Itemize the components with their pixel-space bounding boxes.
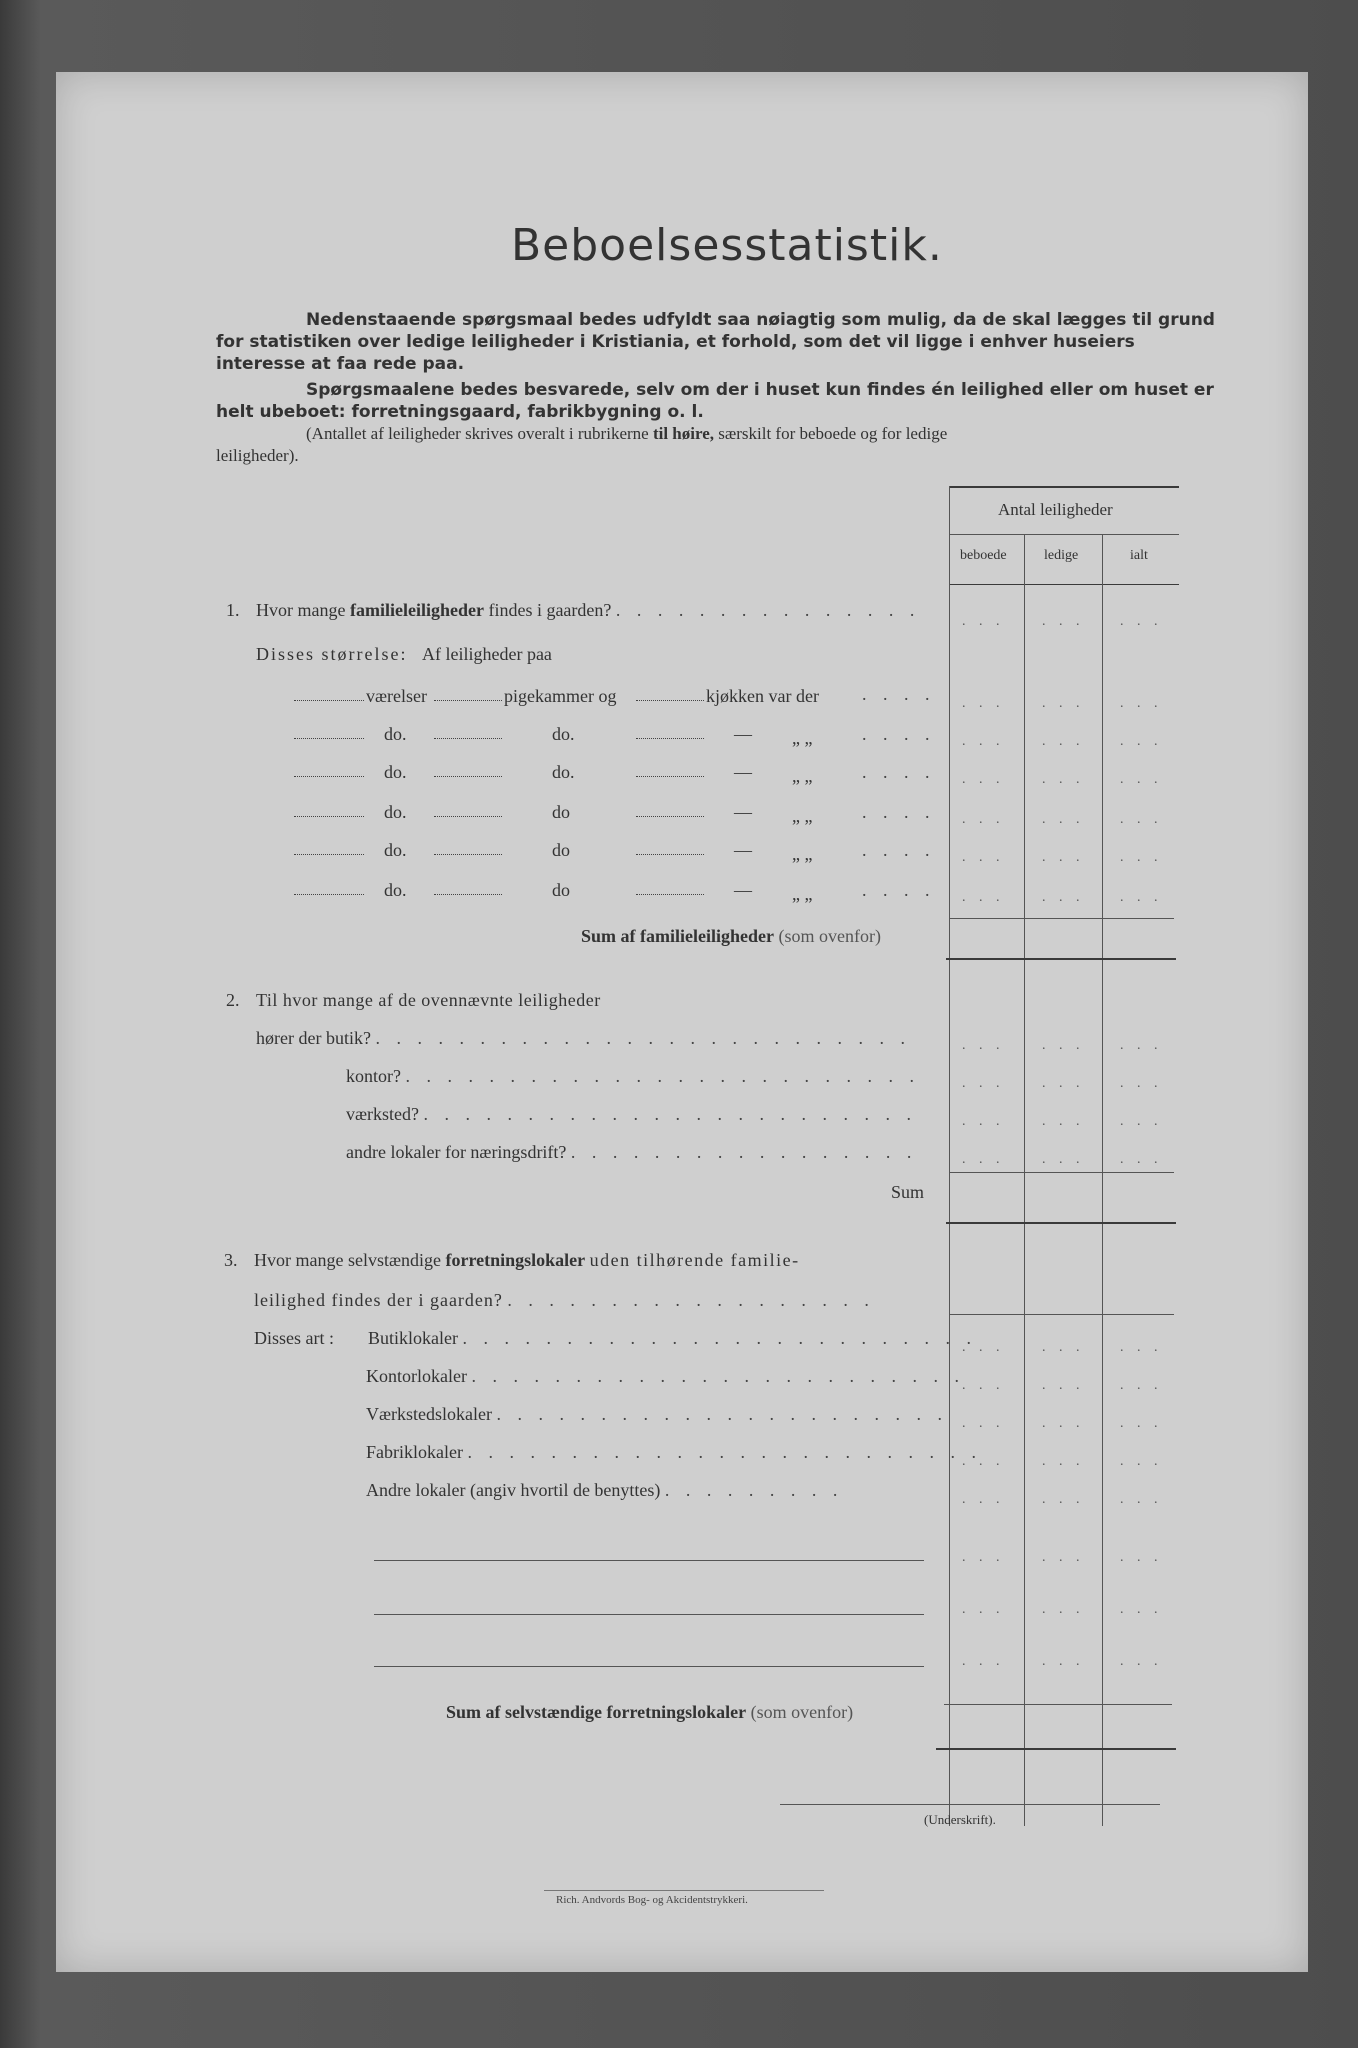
q3-sum	[446, 1702, 853, 1723]
size-row1-leader: . . . .	[862, 684, 936, 704]
printer-credit: Rich. Andvords Bog- og Akcidentstrykkeri.	[556, 1894, 748, 1906]
q3-item-1-label: Butiklokaler	[368, 1328, 458, 1348]
q1-sizes-label-b: Af leiligheder paa	[421, 644, 552, 664]
q3-kinds-label: Disses art :	[254, 1328, 334, 1348]
answer-cell-r7-c1[interactable]: . . .	[962, 890, 1005, 905]
size-row4-ditto: „ „	[792, 806, 813, 826]
intro-p1-line2: for statistiken over ledige leiligheder i Kristiania, et forhold, som det vil ligge i enhver huseiers	[216, 332, 1135, 352]
answer-cell-r9-c2[interactable]: . . .	[1042, 1076, 1085, 1091]
size-row3-leader: . . . .	[862, 762, 936, 782]
q3-item-1-leader: . . . . . . . . . . . . . . . . . . . . . . . . .	[462, 1328, 977, 1348]
table-group-header: Antal leiligheder	[998, 500, 1113, 519]
form-page	[56, 72, 1308, 1972]
size-row3-blank3[interactable]	[636, 776, 704, 777]
q2-item-1-leader: . . . . . . . . . . . . . . . . . . . . . . . . . .	[375, 1028, 911, 1048]
q2-item-2	[346, 1066, 920, 1087]
q1-text-b: familieleiligheder	[349, 600, 484, 620]
answer-cell-r15-c1[interactable]: . . .	[962, 1454, 1005, 1469]
answer-cell-r19-c2[interactable]: . . .	[1042, 1654, 1085, 1669]
size-row5-do2: do	[552, 840, 570, 860]
answer-cell-r11-c2[interactable]: . . .	[1042, 1152, 1085, 1167]
size-row4-blank3[interactable]	[636, 816, 704, 817]
printer-rule	[544, 1890, 824, 1891]
size-row6-do2: do	[552, 880, 570, 900]
answer-cell-r2-c1[interactable]: . . .	[962, 696, 1005, 711]
size-row4-do1: do.	[384, 802, 407, 822]
size-row5-dash: —	[734, 840, 752, 860]
answer-cell-r15-c3[interactable]: . . .	[1120, 1454, 1163, 1469]
q2-item-4	[346, 1142, 917, 1163]
answer-cell-r8-c1[interactable]: . . .	[962, 1038, 1005, 1053]
size-row4-leader: . . . .	[862, 802, 936, 822]
q1-sum	[581, 926, 881, 947]
size-row1-blank2[interactable]	[434, 700, 502, 701]
intro-p1-line1: Nedenstaaende spørgsmaal bedes udfyldt saa nøiagtig som mulig, da de skal lægges til grund	[306, 310, 1215, 330]
signature-line[interactable]	[780, 1804, 1160, 1805]
q3-item-1	[368, 1328, 977, 1349]
answer-cell-r15-c2[interactable]: . . .	[1042, 1454, 1085, 1469]
size-row6-dash: —	[734, 880, 752, 900]
q1-sum-top-rule	[949, 918, 1174, 919]
q3-other-line-3[interactable]	[374, 1666, 924, 1667]
col-header-ledige: ledige	[1044, 548, 1079, 563]
q3-text-c: uden tilhørende familie-	[589, 1250, 800, 1270]
answer-cell-r6-c3[interactable]: . . .	[1120, 850, 1163, 865]
size-row2-blank2[interactable]	[434, 738, 502, 739]
size-row4-do2: do	[552, 802, 570, 822]
answer-cell-r5-c1[interactable]: . . .	[962, 812, 1005, 827]
intro-p1-line3: interesse at faa rede paa.	[216, 354, 465, 374]
q3-item-3-label: Værkstedslokaler	[366, 1404, 492, 1424]
intro-p3-line1	[306, 424, 947, 444]
q3-question-line2	[254, 1290, 875, 1311]
answer-cell-r16-c3[interactable]: . . .	[1120, 1492, 1163, 1507]
q2-item-1-label: hører der butik?	[256, 1028, 371, 1048]
answer-cell-r19-c3[interactable]: . . .	[1120, 1654, 1163, 1669]
col-header-ialt: ialt	[1130, 548, 1148, 563]
size-row6-ditto: „ „	[792, 884, 813, 904]
answer-cell-r10-c3[interactable]: . . .	[1120, 1114, 1163, 1129]
q3-other-line-2[interactable]	[374, 1614, 924, 1615]
q3-sum-bottom-rule	[936, 1748, 1176, 1750]
size-row6-leader: . . . .	[862, 880, 936, 900]
intro-p2-line2: helt ubeboet: forretningsgaard, fabrikbygning o. l.	[216, 402, 704, 422]
answer-cell-r18-c2[interactable]: . . .	[1042, 1602, 1085, 1617]
intro-p3-c: særskilt for beboede og for ledige	[718, 424, 948, 443]
table-subheader-rule	[949, 534, 1179, 535]
q2-sum-bottom-rule	[946, 1222, 1176, 1224]
size-row6-blank2[interactable]	[434, 894, 502, 895]
answer-cell-r7-c3[interactable]: . . .	[1120, 890, 1163, 905]
size-row3-blank2[interactable]	[434, 776, 502, 777]
form-title: Beboelsesstatistik.	[511, 220, 943, 271]
q3-text-a: Hvor mange selvstændige	[254, 1250, 441, 1270]
table-top-rule	[949, 486, 1179, 488]
q2-sum-top-rule	[949, 1172, 1174, 1173]
answer-cell-r4-c2[interactable]: . . .	[1042, 772, 1085, 787]
answer-cell-r7-c2[interactable]: . . .	[1042, 890, 1085, 905]
answer-cell-r4-c1[interactable]: . . .	[962, 772, 1005, 787]
answer-cell-r19-c1[interactable]: . . .	[962, 1654, 1005, 1669]
size-row5-leader: . . . .	[862, 840, 936, 860]
answer-cell-r12-c3[interactable]: . . .	[1120, 1340, 1163, 1355]
q3-text-d: leilighed findes der i gaarden?	[254, 1290, 503, 1310]
intro-p3-b: til høire,	[652, 424, 715, 443]
answer-cell-r1-c3[interactable]: . . .	[1120, 614, 1163, 629]
q1-sum-bottom-rule	[946, 958, 1176, 960]
answer-cell-r3-c2[interactable]: . . .	[1042, 734, 1085, 749]
q3-text-b: forretningslokaler	[445, 1250, 586, 1270]
answer-cell-r1-c1[interactable]: . . .	[962, 614, 1005, 629]
q3-item-4	[366, 1442, 982, 1463]
signature-caption: (Underskrift).	[924, 1812, 996, 1827]
q3-item-3-leader: . . . . . . . . . . . . . . . . . . . . . .	[496, 1404, 948, 1424]
answer-cell-r12-c1[interactable]: . . .	[962, 1340, 1005, 1355]
size-row6-blank3[interactable]	[636, 894, 704, 895]
answer-cell-r6-c1[interactable]: . . .	[962, 850, 1005, 865]
size-row5-blank2[interactable]	[434, 854, 502, 855]
q3-item-2-leader: . . . . . . . . . . . . . . . . . . . . . . . .	[471, 1366, 965, 1386]
q2-item-1	[256, 1028, 911, 1049]
answer-cell-r17-c2[interactable]: . . .	[1042, 1550, 1085, 1565]
size-row1-blank3[interactable]	[636, 700, 704, 701]
q2-sum: Sum	[891, 1182, 925, 1202]
answer-cell-r13-c2[interactable]: . . .	[1042, 1378, 1085, 1393]
intro-p2-line1: Spørgsmaalene bedes besvarede, selv om der i huset kun findes én leilighed eller om huset er	[306, 380, 1214, 400]
size-row3-ditto: „ „	[792, 766, 813, 786]
q3-question	[254, 1250, 800, 1271]
answer-cell-r14-c1[interactable]: . . .	[962, 1416, 1005, 1431]
answer-cell-r13-c3[interactable]: . . .	[1120, 1378, 1163, 1393]
answer-cell-r16-c2[interactable]: . . .	[1042, 1492, 1085, 1507]
answer-cell-r2-c2[interactable]: . . .	[1042, 696, 1085, 711]
q2-item-4-leader: . . . . . . . . . . . . . . . . .	[570, 1142, 918, 1162]
answer-cell-r1-c2[interactable]: . . .	[1042, 614, 1085, 629]
answer-cell-r13-c1[interactable]: . . .	[962, 1378, 1005, 1393]
size-row5-ditto: „ „	[792, 844, 813, 864]
answer-cell-r5-c3[interactable]: . . .	[1120, 812, 1163, 827]
answer-cell-r11-c3[interactable]: . . .	[1120, 1152, 1163, 1167]
q3-item-3	[366, 1404, 948, 1425]
answer-cell-r3-c1[interactable]: . . .	[962, 734, 1005, 749]
q1-text-c: findes i gaarden?	[488, 600, 612, 620]
answer-cell-r18-c3[interactable]: . . .	[1120, 1602, 1163, 1617]
answer-cell-r10-c1[interactable]: . . .	[962, 1114, 1005, 1129]
q2-item-2-label: kontor?	[346, 1066, 401, 1086]
size-row3-dash: —	[734, 762, 752, 782]
size-row1-c1: værelser	[366, 686, 427, 706]
q3-sum-top-rule	[944, 1704, 1172, 1705]
answer-cell-r14-c3[interactable]: . . .	[1120, 1416, 1163, 1431]
answer-cell-r17-c1[interactable]: . . .	[962, 1550, 1005, 1565]
intro-p3-a: (Antallet af leiligheder skrives overalt i rubrikerne	[306, 424, 649, 443]
size-row4-blank2[interactable]	[434, 816, 502, 817]
size-row5-do1: do.	[384, 840, 407, 860]
answer-cell-r9-c1[interactable]: . . .	[962, 1076, 1005, 1091]
answer-cell-r17-c3[interactable]: . . .	[1120, 1550, 1163, 1565]
table-header-rule	[949, 584, 1179, 585]
size-row1-c2: pigekammer og	[504, 686, 617, 706]
col-line-1	[949, 486, 950, 1826]
answer-cell-r9-c3[interactable]: . . .	[1120, 1076, 1163, 1091]
q3-item-4-leader: . . . . . . . . . . . . . . . . . . . . . . . . .	[467, 1442, 982, 1462]
size-row2-blank1[interactable]	[294, 738, 364, 739]
q3-number: 3.	[224, 1250, 238, 1270]
q3-item-2-label: Kontorlokaler	[366, 1366, 467, 1386]
q3-item-5-label: Andre lokaler (angiv hvortil de benyttes)	[366, 1480, 661, 1500]
answer-cell-r6-c2[interactable]: . . .	[1042, 850, 1085, 865]
q2-number: 2.	[226, 990, 240, 1010]
size-row3-blank1[interactable]	[294, 776, 364, 777]
answer-cell-r8-c2[interactable]: . . .	[1042, 1038, 1085, 1053]
answer-cell-r14-c2[interactable]: . . .	[1042, 1416, 1085, 1431]
col-header-beboede: beboede	[960, 548, 1007, 563]
size-row2-do2: do.	[552, 724, 575, 744]
answer-cell-r3-c3[interactable]: . . .	[1120, 734, 1163, 749]
q3-item-5-leader: . . . . . . . . .	[664, 1480, 844, 1500]
size-row3-do2: do.	[552, 762, 575, 782]
answer-cell-r8-c3[interactable]: . . .	[1120, 1038, 1163, 1053]
col-line-3	[1102, 534, 1103, 1826]
size-row1-blank1[interactable]	[294, 700, 364, 701]
q1-text-a: Hvor mange	[256, 600, 346, 620]
size-row2-dash: —	[734, 724, 752, 744]
q3-item-4-label: Fabriklokaler	[366, 1442, 463, 1462]
q1-sizes-label-a: Disses størrelse:	[256, 644, 408, 664]
size-row5-blank1[interactable]	[294, 854, 364, 855]
size-row3-do1: do.	[384, 762, 407, 782]
q1-number: 1.	[226, 600, 240, 620]
intro-p3-line2: leiligheder).	[216, 446, 299, 465]
size-row6-blank1[interactable]	[294, 894, 364, 895]
q3-header-rule	[949, 1314, 1174, 1315]
q1-leader: . . . . . . . . . . . . . . .	[615, 600, 921, 620]
size-row2-blank3[interactable]	[636, 738, 704, 739]
size-row2-do1: do.	[384, 724, 407, 744]
q1-sum-b: (som ovenfor)	[778, 926, 881, 946]
size-row2-leader: . . . .	[862, 724, 936, 744]
q1-sizes-label	[256, 644, 552, 665]
answer-cell-r10-c2[interactable]: . . .	[1042, 1114, 1085, 1129]
q3-leader: . . . . . . . . . . . . . . . . . .	[507, 1290, 875, 1310]
size-row6-do1: do.	[384, 880, 407, 900]
q3-item-5	[366, 1480, 843, 1501]
q2-item-3-leader: . . . . . . . . . . . . . . . . . . . . . . . .	[423, 1104, 917, 1124]
q3-item-2	[366, 1366, 965, 1387]
size-row4-dash: —	[734, 802, 752, 822]
size-row4-blank1[interactable]	[294, 816, 364, 817]
q3-sum-b: (som ovenfor)	[750, 1702, 854, 1722]
answer-cell-r5-c2[interactable]: . . .	[1042, 812, 1085, 827]
col-line-2	[1024, 534, 1025, 1826]
q2-item-4-label: andre lokaler for næringsdrift?	[346, 1142, 567, 1162]
answer-cell-r18-c1[interactable]: . . .	[962, 1602, 1005, 1617]
q3-other-line-1[interactable]	[374, 1560, 924, 1561]
answer-cell-r12-c2[interactable]: . . .	[1042, 1340, 1085, 1355]
answer-cell-r2-c3[interactable]: . . .	[1120, 696, 1163, 711]
q2-item-2-leader: . . . . . . . . . . . . . . . . . . . . . . . . .	[405, 1066, 920, 1086]
answer-cell-r11-c1[interactable]: . . .	[962, 1152, 1005, 1167]
answer-cell-r16-c1[interactable]: . . .	[962, 1492, 1005, 1507]
q2-item-3	[346, 1104, 917, 1125]
size-row1-c3: kjøkken var der	[706, 686, 819, 706]
answer-cell-r4-c3[interactable]: . . .	[1120, 772, 1163, 787]
q1-question	[256, 600, 920, 621]
q2-item-3-label: værksted?	[346, 1104, 419, 1124]
q1-sum-a: Sum af familieleiligheder	[581, 926, 774, 946]
q2-question: Til hvor mange af de ovennævnte leiligheder	[256, 990, 601, 1010]
q3-sum-a: Sum af selvstændige forretningslokaler	[446, 1702, 747, 1722]
size-row2-ditto: „ „	[792, 728, 813, 748]
size-row5-blank3[interactable]	[636, 854, 704, 855]
